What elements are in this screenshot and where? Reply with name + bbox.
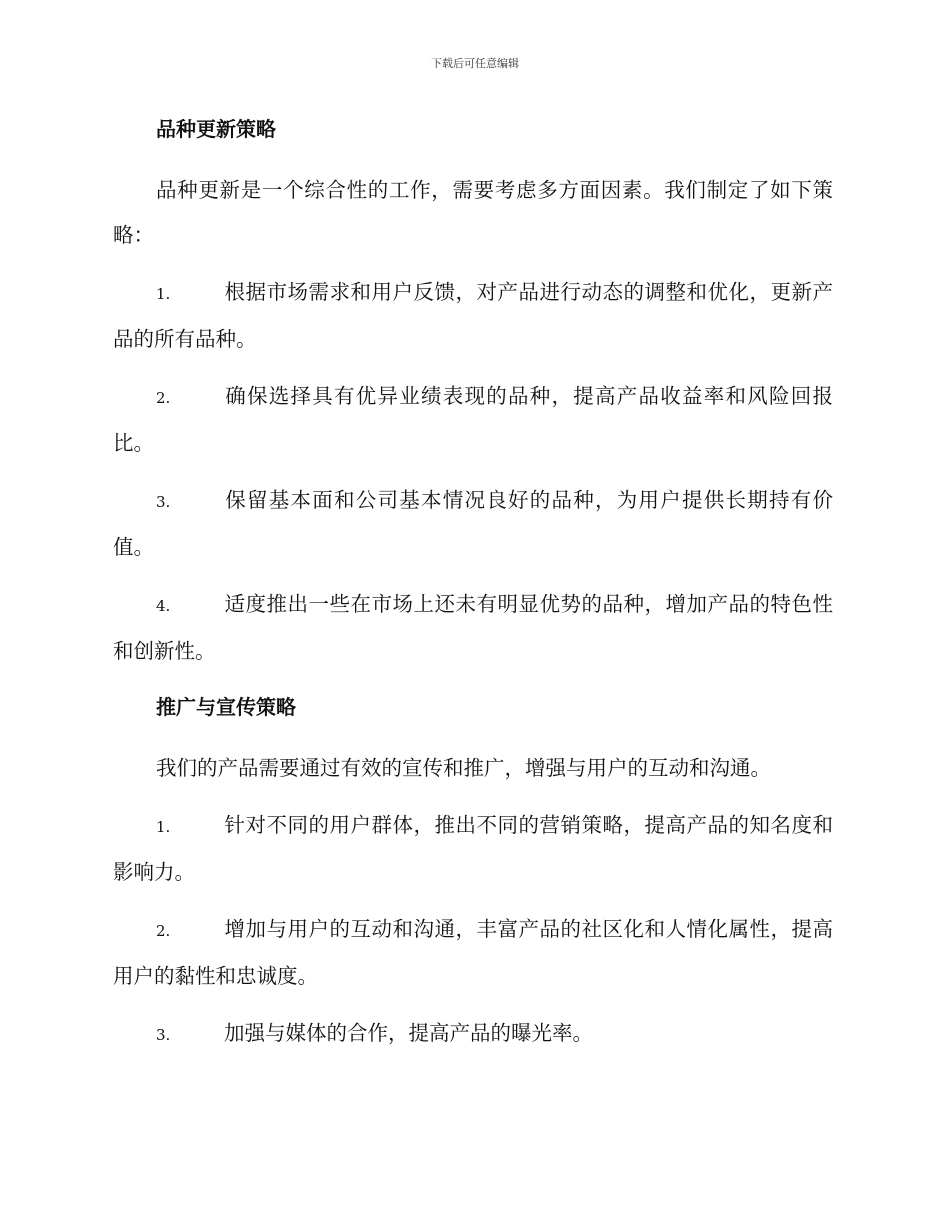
list-item-text: 保留基本面和公司基本情况良好的品种，为用户提供长期持有价值。 bbox=[113, 488, 833, 559]
list-item bbox=[113, 803, 833, 895]
list-item-number: 4. bbox=[156, 597, 171, 615]
list-item-number: 3. bbox=[156, 1026, 171, 1044]
section-variety-update bbox=[113, 112, 833, 674]
list-item-number: 1. bbox=[156, 285, 171, 303]
list-item-text: 加强与媒体的合作，提高产品的曝光率。 bbox=[224, 1021, 593, 1045]
list-item-number: 3. bbox=[156, 493, 171, 511]
list-item-text: 针对不同的用户群体，推出不同的营销策略，提高产品的知名度和影响力。 bbox=[113, 813, 833, 884]
section-heading: 推广与宣传策略 bbox=[156, 695, 296, 719]
list-item-text: 确保选择具有优异业绩表现的品种，提高产品收益率和风险回报比。 bbox=[113, 384, 833, 455]
list-item bbox=[113, 907, 833, 999]
list-item-text: 根据市场需求和用户反馈，对产品进行动态的调整和优化，更新产品的所有品种。 bbox=[113, 280, 833, 351]
section-heading: 品种更新策略 bbox=[156, 117, 276, 141]
list-item-text: 适度推出一些在市场上还未有明显优势的品种，增加产品的特色性和创新性。 bbox=[113, 592, 833, 663]
list-item-number: 1. bbox=[156, 818, 171, 836]
header-note: 下载后可任意编辑 bbox=[431, 57, 519, 70]
list-item bbox=[113, 478, 833, 570]
list-item-text: 增加与用户的互动和沟通，丰富产品的社区化和人情化属性，提高用户的黏性和忠诚度。 bbox=[113, 917, 833, 988]
section-intro: 我们的产品需要通过有效的宣传和推广，增强与用户的互动和沟通。 bbox=[156, 756, 771, 780]
document-body bbox=[113, 112, 833, 1070]
list-item bbox=[113, 374, 833, 466]
list-item-number: 2. bbox=[156, 389, 171, 407]
list-item bbox=[113, 1011, 833, 1058]
list-item bbox=[113, 270, 833, 362]
list-item-number: 2. bbox=[156, 922, 171, 940]
list-item bbox=[113, 582, 833, 674]
section-promotion bbox=[113, 690, 833, 1058]
section-intro: 品种更新是一个综合性的工作，需要考虑多方面因素。我们制定了如下策略： bbox=[113, 178, 833, 247]
